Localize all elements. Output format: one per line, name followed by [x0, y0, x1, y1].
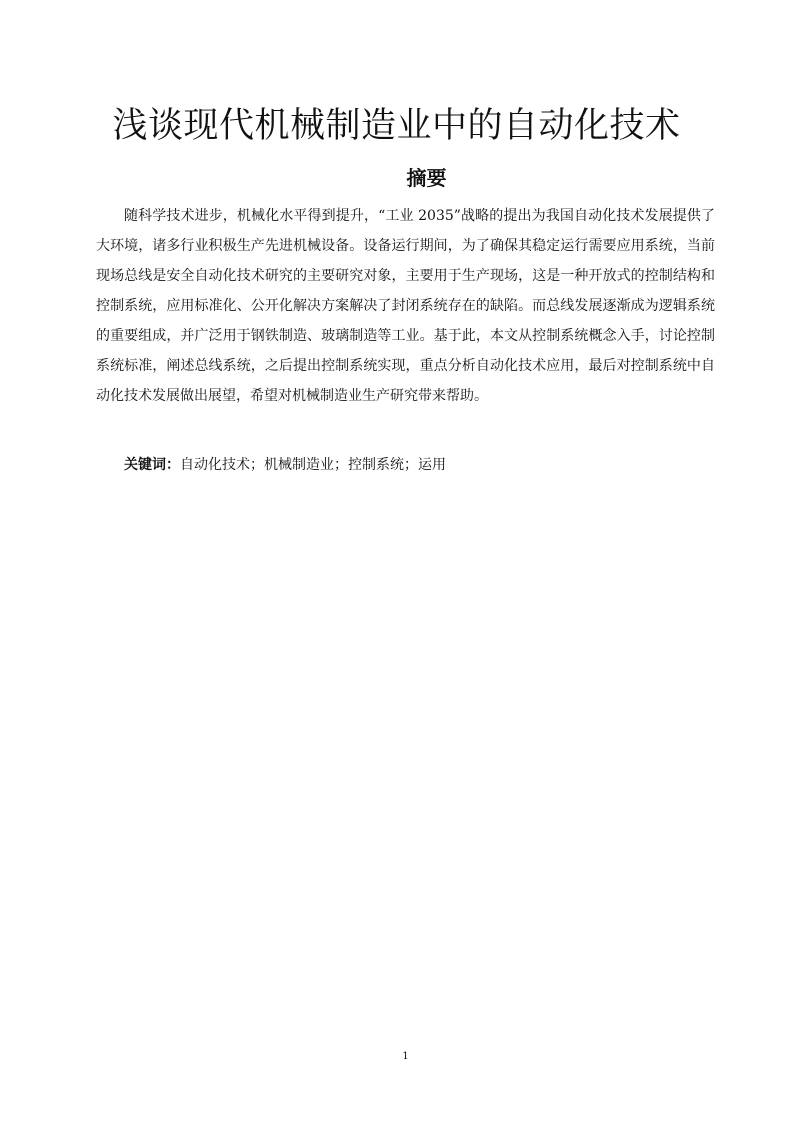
abstract-paragraph: 随科学技术进步，机械化水平得到提升，“工业 2035”战略的提出为我国自动化技术发展提供了大环境，诸多行业积极生产先进机械设备。设备运行期间，为了确保其稳定运行需要应用系统，当前现场总线是安全自动化技术研究的主要研究对象，主要用于生产现场，这是一种开放式的控制结构和控制系统，应用标准化、公开化解决方案解决了封闭系统存在的缺陷。而总线发展逐渐成为逻辑系统的重要组成，并广泛用于钢铁制造、玻璃制造等工业。基于此，本文从控制系统概念入手，讨论控制系统标准，阐述总线系统，之后提出控制系统实现，重点分析自动化技术应用，最后对控制系统中自动化技术发展做出展望，希望对机械制造业生产研究带来帮助。	[96, 208, 715, 404]
page-number: 1	[402, 1051, 409, 1062]
keywords-list: 自动化技术；机械制造业；控制系统；运用	[180, 457, 446, 473]
keywords-line	[124, 451, 714, 479]
abstract-heading: 摘要	[406, 166, 447, 190]
keywords-label: 关键词：	[124, 457, 180, 473]
document-title: 浅谈现代机械制造业中的自动化技术	[112, 106, 681, 146]
